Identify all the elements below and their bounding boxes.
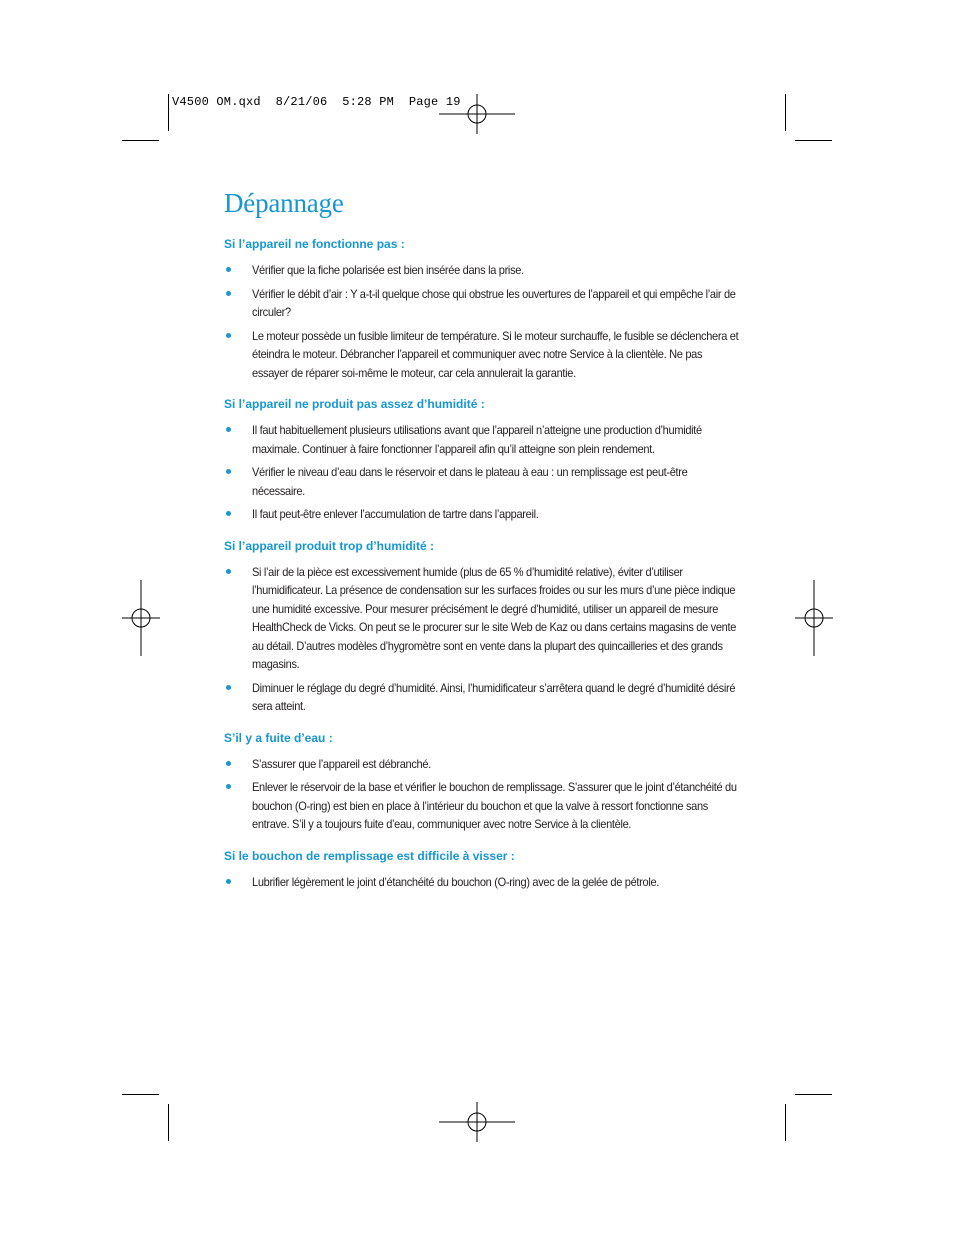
bullet-icon [226,569,231,574]
bullet-icon [226,427,231,432]
crop-mark-top-right-horizontal [795,140,832,141]
crop-mark-top-left-vertical [168,94,169,131]
section-high-humidity [224,538,744,716]
registration-mark-bottom [439,1102,515,1142]
list-item: Vérifier que la fiche polarisée est bien insérée dans la prise. [224,261,744,280]
bullet-icon [226,511,231,516]
section-heading: Si l’appareil ne produit pas assez d’humidité : [224,397,485,411]
list-item: Il faut peut-être enlever l’accumulation de tartre dans l’appareil. [224,505,744,524]
section-heading: Si le bouchon de remplissage est difficile à visser : [224,848,515,863]
list-item: S’assurer que l’appareil est débranché. [224,755,744,774]
section-water-leak [224,730,744,834]
bullet-icon [226,291,231,296]
list-item: Vérifier le débit d’air : Y a-t-il quelque chose qui obstrue les ouvertures de l’appareil et qui empêche l’air de circuler? [224,285,744,322]
page-title: Dépannage [224,188,344,218]
list-item: Diminuer le réglage du degré d’humidité. Ainsi, l’humidificateur s’arrêtera quand le degré d’humidité désiré sera atteint. [224,679,744,716]
crop-mark-bottom-left-horizontal [122,1094,159,1095]
crop-mark-bottom-right-horizontal [795,1094,832,1095]
bullet-icon [226,267,231,272]
bullet-icon [226,469,231,474]
crop-mark-top-left-horizontal [122,140,159,141]
bullet-icon [226,784,231,789]
list-item: Il faut habituellement plusieurs utilisations avant que l’appareil n’atteigne une production d’humidité maximale. Continuer à faire fonctionner l’appareil afin qu’il atteigne son plein rendement. [224,421,744,458]
crop-mark-bottom-left-vertical [168,1104,169,1141]
section-heading: Si l’appareil produit trop d’humidité : [224,538,434,553]
bullet-icon [226,879,231,884]
list-item: Si l’air de la pièce est excessivement humide (plus de 65 % d’humidité relative), éviter d’utiliser l’humidificateur. La présence de condensation sur les surfaces froides ou sur les murs d’une pièce indique une humidité excessive. Pour mesurer précisément le degré d’humidité, utiliser un appareil de mesure HealthCheck de Vicks. On peut se le procurer sur le site Web de Kaz ou dans certains magasins de vente au détail. D’autres modèles d’hygromètre sont en vente dans la plupart des quincailleries et des grands magasins. [224,563,744,674]
registration-mark-right [795,580,833,656]
crop-mark-top-right-vertical [785,94,786,131]
print-slug: V4500 OM.qxd 8/21/06 5:28 PM Page 19 [172,95,461,109]
troubleshooting-content [224,236,744,905]
registration-mark-top [439,94,515,134]
section-not-working [224,236,744,382]
section-cap-hard-to-screw [224,848,744,892]
section-heading: S’il y a fuite d’eau : [224,730,333,745]
section-low-humidity [224,396,744,524]
bullet-icon [226,333,231,338]
list-item: Vérifier le niveau d’eau dans le réservoir et dans le plateau à eau : un remplissage est peut-être nécessaire. [224,463,744,500]
bullet-icon [226,685,231,690]
bullet-icon [226,761,231,766]
list-item: Lubrifier légèrement le joint d’étanchéité du bouchon (O-ring) avec de la gelée de pétrole. [224,873,744,892]
crop-mark-bottom-right-vertical [785,1104,786,1141]
list-item: Enlever le réservoir de la base et vérifier le bouchon de remplissage. S’assurer que le joint d’étanchéité du bouchon (O-ring) est bien en place à l’intérieur du bouchon et que la valve à ressort fonctionne sans entrave. S’il y a toujours fuite d’eau, communiquer avec notre Service à la clientèle. [224,778,744,834]
list-item: Le moteur possède un fusible limiteur de température. Si le moteur surchauffe, le fusible se déclenchera et éteindra le moteur. Débrancher l’appareil et communiquer avec notre Service à la clientèle. Ne pas essayer de réparer soi-même le moteur, car cela annulerait la garantie. [224,327,744,383]
registration-mark-left [122,580,160,656]
section-heading: Si l’appareil ne fonctionne pas : [224,237,405,251]
